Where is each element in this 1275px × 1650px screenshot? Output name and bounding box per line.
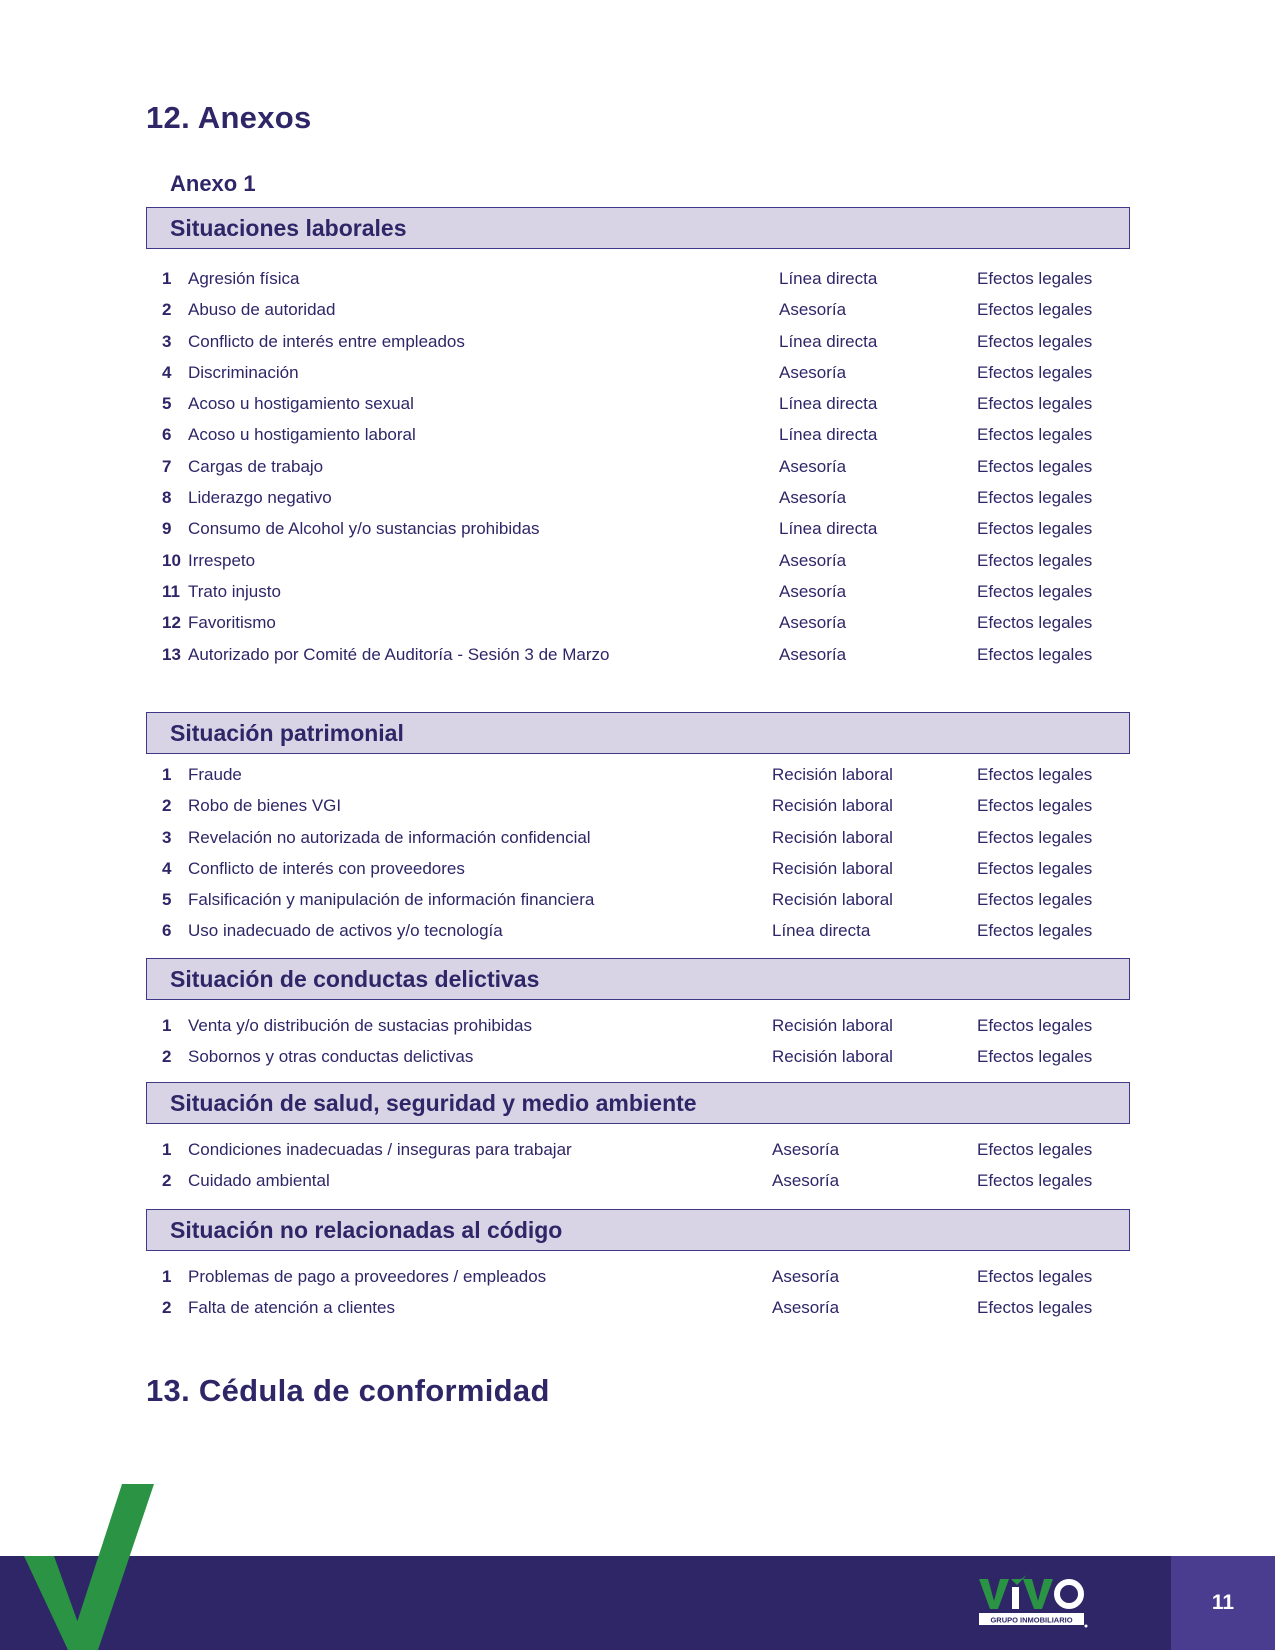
row-channel: Asesoría: [779, 488, 847, 508]
row-number: 2: [162, 796, 172, 816]
row-description: Acoso u hostigamiento sexual: [188, 394, 414, 414]
row-effect: Efectos legales: [977, 1140, 1093, 1159]
section-conductas-delictivas: [146, 958, 1130, 1073]
row-number: 1: [162, 269, 172, 288]
section-header: Situaciones laborales: [146, 207, 1130, 249]
heading-conformity: 13. Cédula de conformidad: [146, 1373, 550, 1408]
table-row: [146, 263, 1130, 294]
row-effect: Efectos legales: [977, 765, 1093, 784]
row-effect: Efectos legales: [977, 300, 1093, 320]
row-effect: Efectos legales: [977, 644, 1093, 664]
row-channel: Asesoría: [779, 362, 847, 382]
row-description: Acoso u hostigamiento laboral: [188, 425, 416, 445]
table-row: [146, 884, 1130, 915]
table-row: [146, 1010, 1130, 1041]
row-channel: Línea directa: [779, 425, 878, 445]
row-number: 13: [162, 644, 181, 664]
row-channel: Línea directa: [779, 331, 878, 351]
row-effect: Efectos legales: [977, 519, 1093, 539]
table-row: [146, 759, 1130, 790]
section-header: Situación no relacionadas al código: [146, 1209, 1130, 1251]
row-channel: Asesoría: [772, 1171, 840, 1191]
row-number: 11: [162, 581, 180, 601]
section-header: Situación de salud, seguridad y medio ambiente: [146, 1082, 1130, 1124]
row-channel: Recisión laboral: [772, 1016, 893, 1035]
table-row: [146, 545, 1130, 576]
table-row: [146, 419, 1130, 450]
row-description: Autorizado por Comité de Auditoría - Sesión 3 de Marzo: [188, 644, 610, 664]
table-row: [146, 1292, 1130, 1323]
table-row: [146, 822, 1130, 853]
row-effect: Efectos legales: [977, 425, 1093, 445]
row-number: 10: [162, 550, 181, 570]
row-channel: Línea directa: [779, 394, 878, 414]
table-row: [146, 1134, 1130, 1165]
row-number: 4: [162, 858, 172, 878]
row-channel: Asesoría: [779, 644, 847, 664]
row-effect: Efectos legales: [977, 394, 1093, 414]
heading-annexes: 12. Anexos: [146, 100, 312, 135]
section-salud-seguridad: [146, 1082, 1130, 1197]
row-channel: Asesoría: [772, 1267, 840, 1286]
row-number: 2: [162, 300, 172, 320]
row-channel: Recisión laboral: [772, 858, 893, 878]
table-row: [146, 915, 1130, 946]
row-number: 2: [162, 1047, 172, 1067]
row-description: Condiciones inadecuadas / inseguras para trabajar: [188, 1140, 572, 1159]
row-channel: Recisión laboral: [772, 796, 893, 816]
vivo-logo-icon: [977, 1573, 1089, 1629]
logo-tagline: GRUPO INMOBILIARIO: [990, 1615, 1073, 1625]
row-description: Agresión física: [188, 269, 300, 288]
row-description: Problemas de pago a proveedores / empleados: [188, 1267, 547, 1286]
row-effect: Efectos legales: [977, 550, 1093, 570]
row-description: Favoritismo: [188, 613, 276, 633]
row-channel: Asesoría: [779, 613, 847, 633]
row-number: 8: [162, 488, 172, 508]
row-description: Falsificación y manipulación de información financiera: [188, 890, 595, 910]
row-number: 7: [162, 456, 172, 476]
row-number: 5: [162, 394, 172, 414]
annex-label: Anexo 1: [170, 171, 256, 196]
row-effect: Efectos legales: [977, 362, 1093, 382]
row-effect: Efectos legales: [977, 1016, 1093, 1035]
row-description: Robo de bienes VGI: [188, 796, 342, 816]
row-description: Fraude: [188, 765, 242, 784]
row-description: Conflicto de interés con proveedores: [188, 858, 465, 878]
row-effect: Efectos legales: [977, 1298, 1093, 1318]
row-effect: Efectos legales: [977, 1171, 1093, 1191]
table-row: [146, 326, 1130, 357]
row-description: Revelación no autorizada de información confidencial: [188, 827, 591, 847]
row-number: 1: [162, 1140, 172, 1159]
row-channel: Asesoría: [779, 550, 847, 570]
table-row: [146, 294, 1130, 325]
table-row: [146, 790, 1130, 821]
row-channel: Recisión laboral: [772, 765, 893, 784]
row-channel: Recisión laboral: [772, 827, 893, 847]
row-number: 1: [162, 1267, 172, 1286]
row-effect: Efectos legales: [977, 1267, 1093, 1286]
table-row: [146, 388, 1130, 419]
table-row: [146, 639, 1130, 670]
section-header: Situación patrimonial: [146, 712, 1130, 754]
row-number: 12: [162, 613, 181, 633]
checkmark-logo-icon: [24, 1484, 160, 1650]
row-number: 2: [162, 1298, 172, 1318]
section-rows: [146, 1134, 1130, 1197]
row-description: Falta de atención a clientes: [188, 1298, 395, 1318]
row-number: 9: [162, 519, 172, 539]
table-row: [146, 607, 1130, 638]
row-number: 3: [162, 827, 172, 847]
row-channel: Asesoría: [779, 300, 847, 320]
table-row: [146, 576, 1130, 607]
row-effect: Efectos legales: [977, 613, 1093, 633]
row-effect: Efectos legales: [977, 1047, 1093, 1067]
table-row: [146, 513, 1130, 544]
row-description: Liderazgo negativo: [188, 488, 332, 508]
row-effect: Efectos legales: [977, 858, 1093, 878]
section-no-relacionadas: [146, 1209, 1130, 1324]
section-rows: [146, 759, 1130, 947]
row-description: Venta y/o distribución de sustacias prohibidas: [188, 1016, 532, 1035]
row-number: 3: [162, 331, 172, 351]
row-channel: Asesoría: [779, 581, 847, 601]
row-description: Cargas de trabajo: [188, 456, 324, 476]
section-situacion-patrimonial: [146, 712, 1130, 947]
table-row: [146, 1041, 1130, 1072]
row-channel: Recisión laboral: [772, 1047, 893, 1067]
section-situaciones-laborales: [146, 207, 1130, 670]
row-number: 6: [162, 921, 172, 941]
row-channel: Asesoría: [779, 456, 847, 476]
row-description: Trato injusto: [188, 581, 281, 601]
row-number: 2: [162, 1171, 172, 1191]
section-rows: [146, 1010, 1130, 1073]
row-effect: Efectos legales: [977, 796, 1093, 816]
row-channel: Línea directa: [779, 269, 878, 288]
table-row: [146, 451, 1130, 482]
row-effect: Efectos legales: [977, 331, 1093, 351]
section-rows: [146, 263, 1130, 670]
row-number: 1: [162, 1016, 172, 1035]
row-effect: Efectos legales: [977, 921, 1093, 941]
row-number: 5: [162, 890, 172, 910]
row-effect: Efectos legales: [977, 890, 1093, 910]
row-channel: Recisión laboral: [772, 890, 893, 910]
row-channel: Asesoría: [772, 1140, 840, 1159]
table-row: [146, 482, 1130, 513]
row-channel: Asesoría: [772, 1298, 840, 1318]
row-effect: Efectos legales: [977, 488, 1093, 508]
table-row: [146, 1165, 1130, 1196]
row-description: Sobornos y otras conductas delictivas: [188, 1047, 474, 1067]
row-channel: Línea directa: [779, 519, 878, 539]
row-number: 4: [162, 362, 172, 382]
row-description: Discriminación: [188, 362, 299, 382]
row-effect: Efectos legales: [977, 581, 1093, 601]
row-effect: Efectos legales: [977, 456, 1093, 476]
row-channel: Línea directa: [772, 921, 871, 941]
row-description: Uso inadecuado de activos y/o tecnología: [188, 921, 503, 941]
row-description: Conflicto de interés entre empleados: [188, 331, 465, 351]
table-row: [146, 1261, 1130, 1292]
row-effect: Efectos legales: [977, 269, 1093, 288]
page-number: 11: [1171, 1556, 1275, 1650]
row-description: Consumo de Alcohol y/o sustancias prohibidas: [188, 519, 540, 539]
section-rows: [146, 1261, 1130, 1324]
section-header: Situación de conductas delictivas: [146, 958, 1130, 1000]
row-description: Abuso de autoridad: [188, 300, 336, 320]
row-description: Cuidado ambiental: [188, 1171, 330, 1191]
row-number: 1: [162, 765, 172, 784]
row-number: 6: [162, 425, 172, 445]
table-row: [146, 853, 1130, 884]
row-effect: Efectos legales: [977, 827, 1093, 847]
table-row: [146, 357, 1130, 388]
row-description: Irrespeto: [188, 550, 256, 570]
